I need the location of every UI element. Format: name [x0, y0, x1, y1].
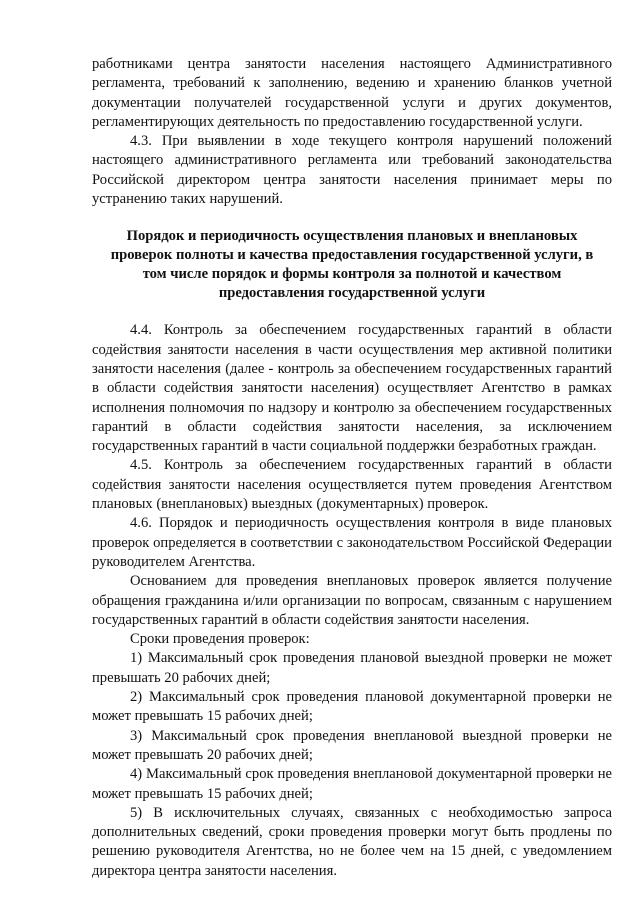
list-item-term-5: 5) В исключительных случаях, связанных с необходимостью запроса дополнительных сведений, сроки проведения проверки могут быть продлены по решению руководителя Агентства, но не более чем на 15 дней, с уведомлением директора центра занятости населения.	[92, 804, 612, 879]
paragraph-continuation: работниками центра занятости населения настоящего Административного регламента, требований к заполнению, ведению и хранению бланков учетной документации получателей государственной услуги и других документов, регламентирующих деятельность по предоставлению государственной услуги.	[92, 56, 612, 130]
section-heading: Порядок и периодичность осуществления плановых и внеплановых проверок полноты и качества предоставления государственной услуги, в том числе порядок и формы контроля за полнотой и качеством предоставления государственной услуги	[110, 228, 594, 302]
paragraph-inspection-terms: Сроки проведения проверок:	[130, 631, 310, 648]
paragraph-4-5: 4.5. Контроль за обеспечением государственных гарантий в области содействия занятости населения осуществляется путем проведения Агентством плановых (внеплановых) выездных (документарных) проверок.	[92, 457, 612, 513]
list-item-term-3: 3) Максимальный срок проведения внеплановой выездной проверки не может превышать 20 рабочих дней;	[92, 727, 612, 763]
paragraph-4-4: 4.4. Контроль за обеспечением государственных гарантий в области содействия занятости населения в части осуществления мер активной политики занятости населения (далее - контроль за обеспечением государственных гарантий в области содействия занятости населения) осуществляет Агентство в рамках исполнения полномочия по надзору и контролю за обеспечением государственных гарантий в области содействия занятости населения, за исключением государственных гарантий в части социальной поддержки безработных граждан.	[92, 322, 612, 455]
list-item-term-1: 1) Максимальный срок проведения плановой выездной проверки не может превышать 20 рабочих дней;	[92, 650, 612, 686]
list-item-term-4: 4) Максимальный срок проведения внеплановой документарной проверки не может превышать 15 рабочих дней;	[92, 766, 612, 802]
paragraph-4-6: 4.6. Порядок и периодичность осуществления контроля в виде плановых проверок определяется в соответствии с законодательством Российской Федерации руководителем Агентства.	[92, 515, 612, 570]
paragraph-inspection-basis: Основанием для проведения внеплановых проверок является получение обращения гражданина и/или организации по вопросам, связанным с нарушением государственных гарантий в области содействия занятости населения.	[92, 573, 612, 628]
paragraph-4-3: 4.3. При выявлении в ходе текущего контроля нарушений положений настоящего административного регламента или требований законодательства Российской директором центра занятости населения принимает меры по устранению таких нарушений.	[92, 133, 612, 208]
document-page	[92, 55, 612, 881]
list-item-term-2: 2) Максимальный срок проведения плановой документарной проверки не может превышать 15 рабочих дней;	[92, 689, 612, 725]
